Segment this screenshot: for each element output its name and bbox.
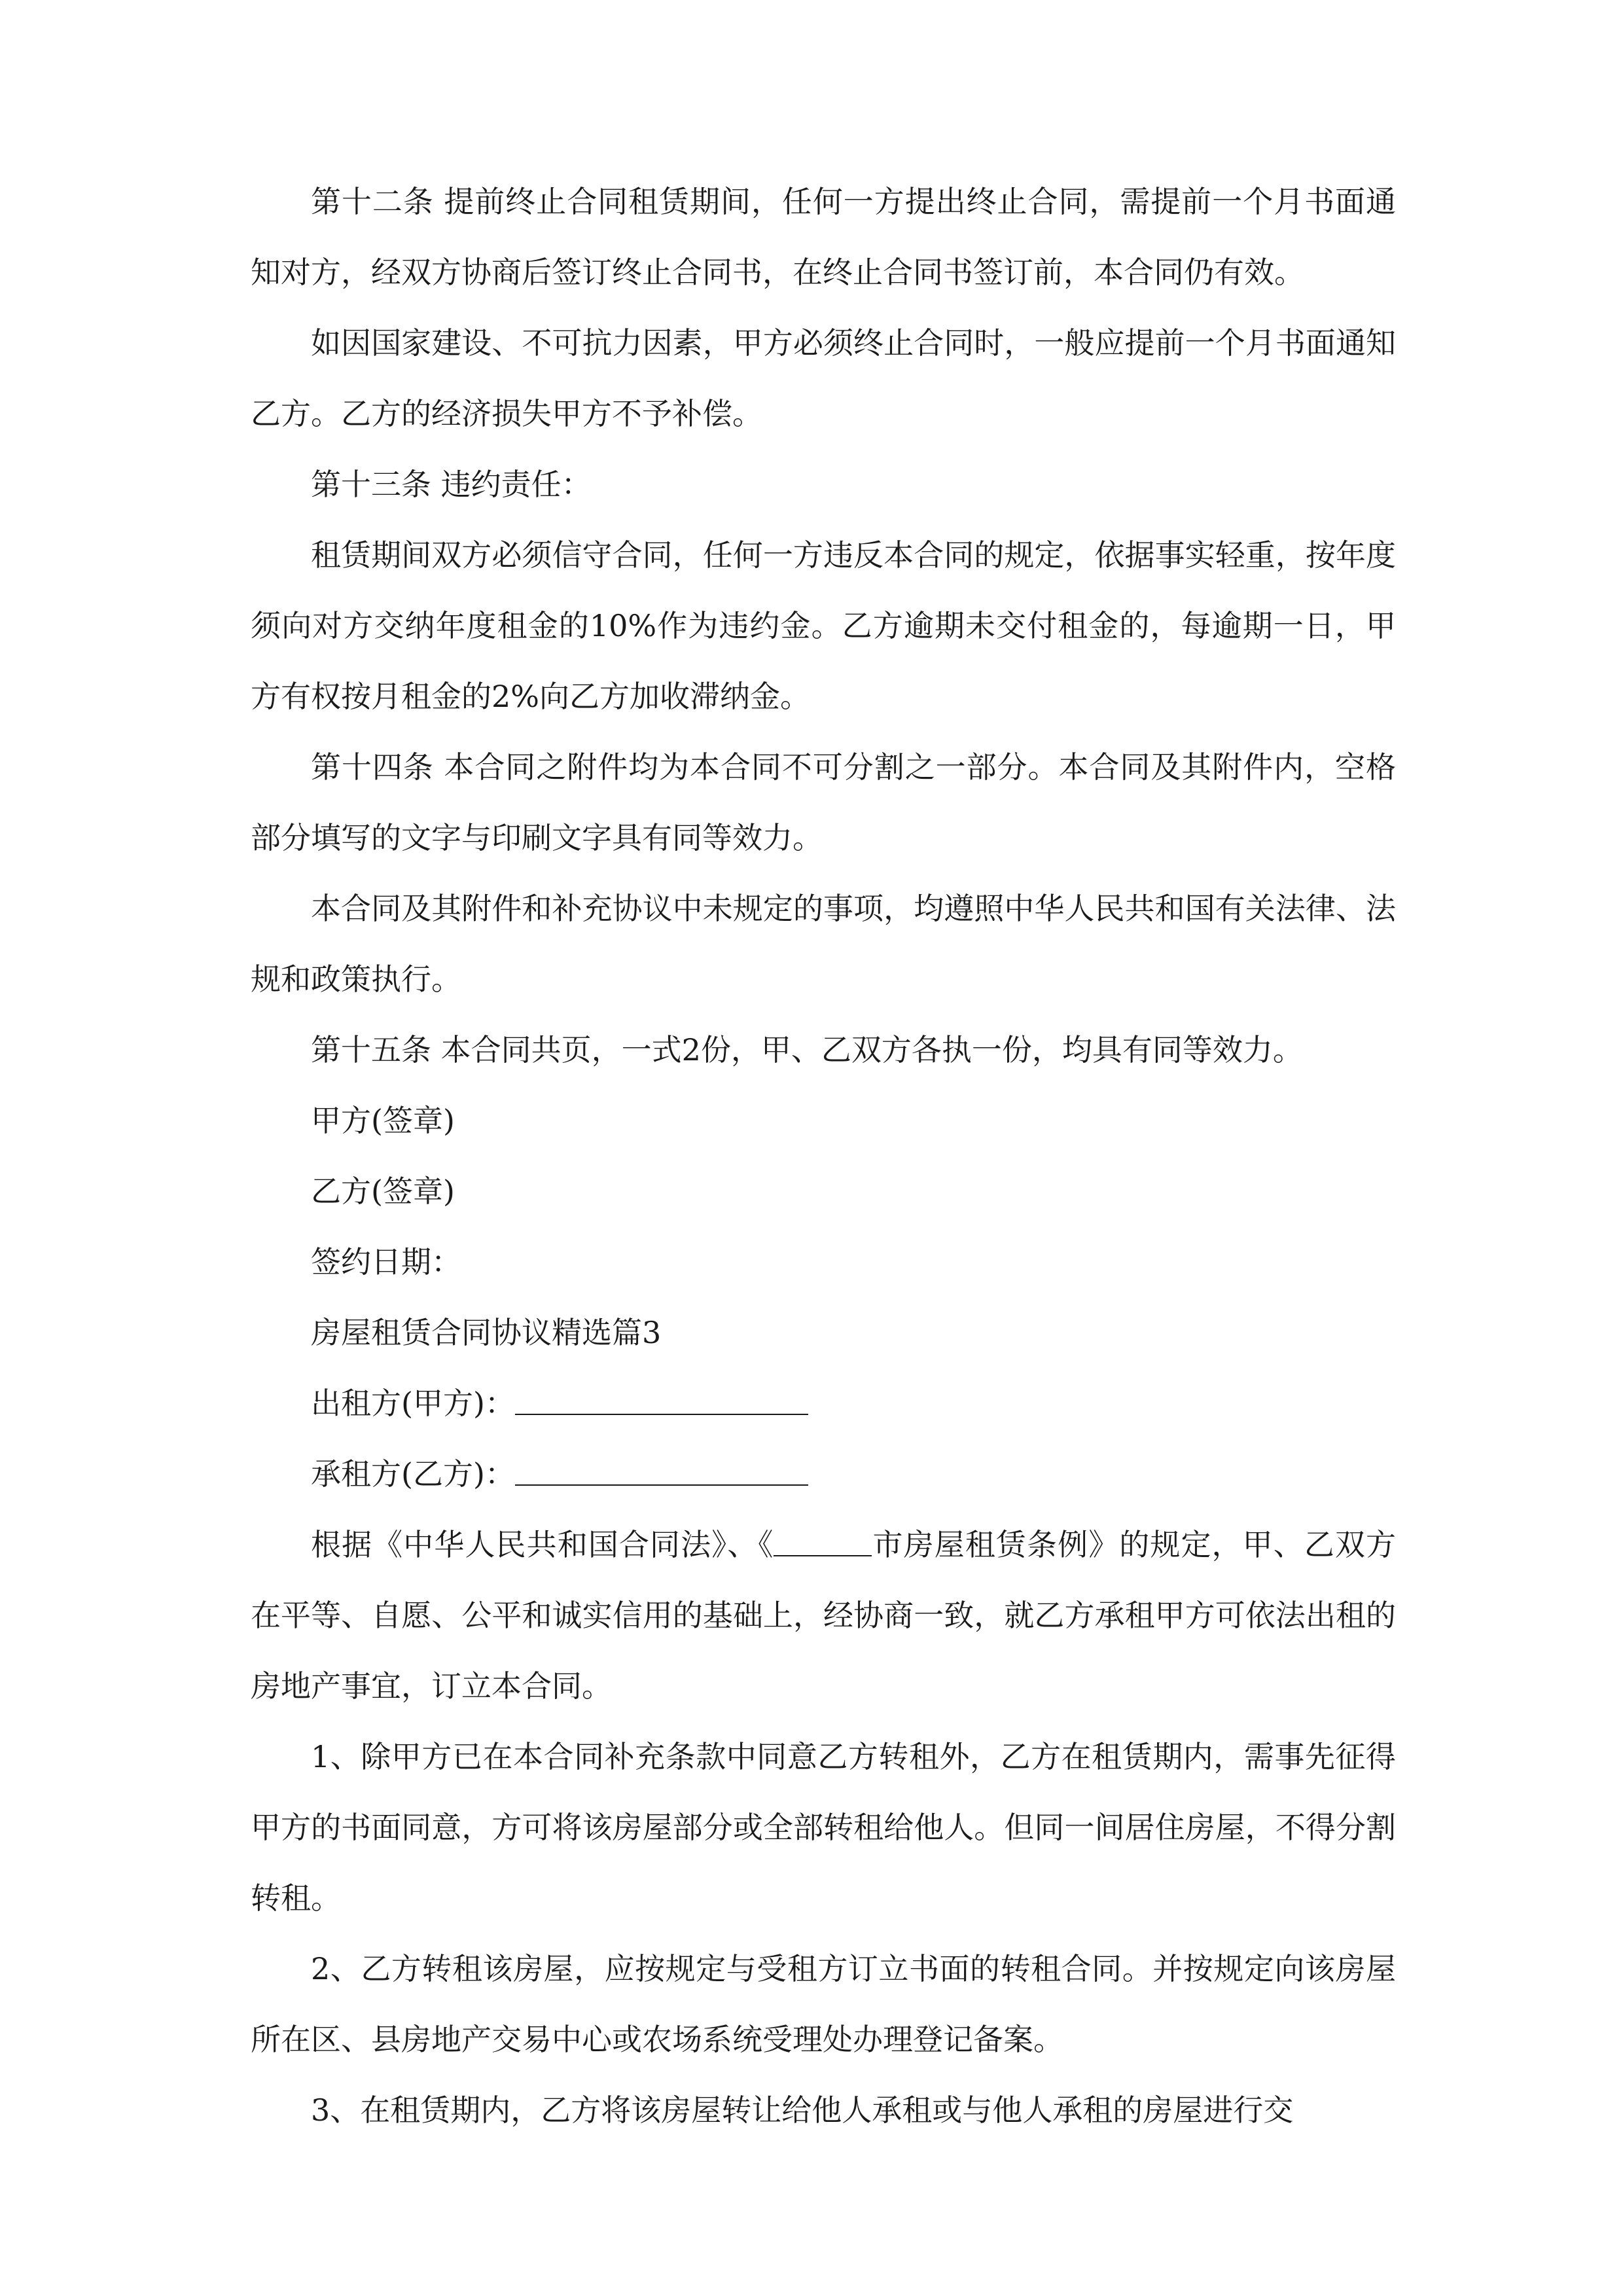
lessor-blank-line: [515, 1388, 808, 1415]
lessee-field: [251, 1439, 1396, 1509]
paragraph-article-13: 第十三条 违约责任：: [311, 467, 592, 502]
basis-text-before: 根据《中华人民共和国合同法》、《: [311, 1527, 774, 1562]
paragraph-unregulated-matters: 本合同及其附件和补充协议中未规定的事项，均遵照中华人民共和国有关法律、法规和政策执行。: [251, 891, 1396, 997]
signing-date: 签约日期：: [311, 1244, 461, 1280]
paragraph-legal-basis: [251, 1509, 1396, 1721]
paragraph-breach-liability: 租赁期间双方必须信守合同，任何一方违反本合同的规定，依据事实轻重，按年度须向对方交纳年度租金的10%作为违约金。乙方逾期未交付租金的，每逾期一日，甲方有权按月租金的2%向乙方加收滞纳金。: [251, 537, 1396, 714]
section-title: 房屋租赁合同协议精选篇3: [311, 1315, 662, 1350]
lessor-field: [251, 1368, 1396, 1439]
clause-3: 3、在租赁期内，乙方将该房屋转让给他人承租或与他人承租的房屋进行交: [311, 2092, 1294, 2128]
party-b-signature: 乙方(签章): [311, 1174, 455, 1209]
document-page: [251, 166, 1396, 2145]
paragraph-article-14: 第十四条 本合同之附件均为本合同不可分割之一部分。本合同及其附件内，空格部分填写的文字与印刷文字具有同等效力。: [251, 749, 1396, 855]
paragraph-force-majeure: 如因国家建设、不可抗力因素，甲方必须终止合同时，一般应提前一个月书面通知乙方。乙方的经济损失甲方不予补偿。: [251, 325, 1396, 431]
paragraph-article-15: 第十五条 本合同共页，一式2份，甲、乙双方各执一份，均具有同等效力。: [311, 1032, 1303, 1067]
city-blank-line: [774, 1529, 872, 1556]
lessee-blank-line: [515, 1458, 808, 1486]
lessee-label: 承租方(乙方)：: [311, 1456, 515, 1492]
party-a-signature: 甲方(签章): [311, 1103, 455, 1138]
clause-2: 2、乙方转租该房屋，应按规定与受租方订立书面的转租合同。并按规定向该房屋所在区、县房地产交易中心或农场系统受理处办理登记备案。: [251, 1951, 1396, 2057]
clause-1: 1、除甲方已在本合同补充条款中同意乙方转租外，乙方在租赁期内，需事先征得甲方的书面同意，方可将该房屋部分或全部转租给他人。但同一间居住房屋，不得分割转租。: [251, 1739, 1396, 1916]
paragraph-article-12: 第十二条 提前终止合同租赁期间，任何一方提出终止合同，需提前一个月书面通知对方，经双方协商后签订终止合同书，在终止合同书签订前，本合同仍有效。: [251, 184, 1396, 290]
basis-text-after: 市房屋租赁条例》的规定，甲、乙双方在平等、自愿、公平和诚实信用的基础上，经协商一致，就乙方承租甲方可依法出租的房地产事宜，订立本合同。: [251, 1527, 1397, 1704]
lessor-label: 出租方(甲方)：: [311, 1386, 515, 1421]
